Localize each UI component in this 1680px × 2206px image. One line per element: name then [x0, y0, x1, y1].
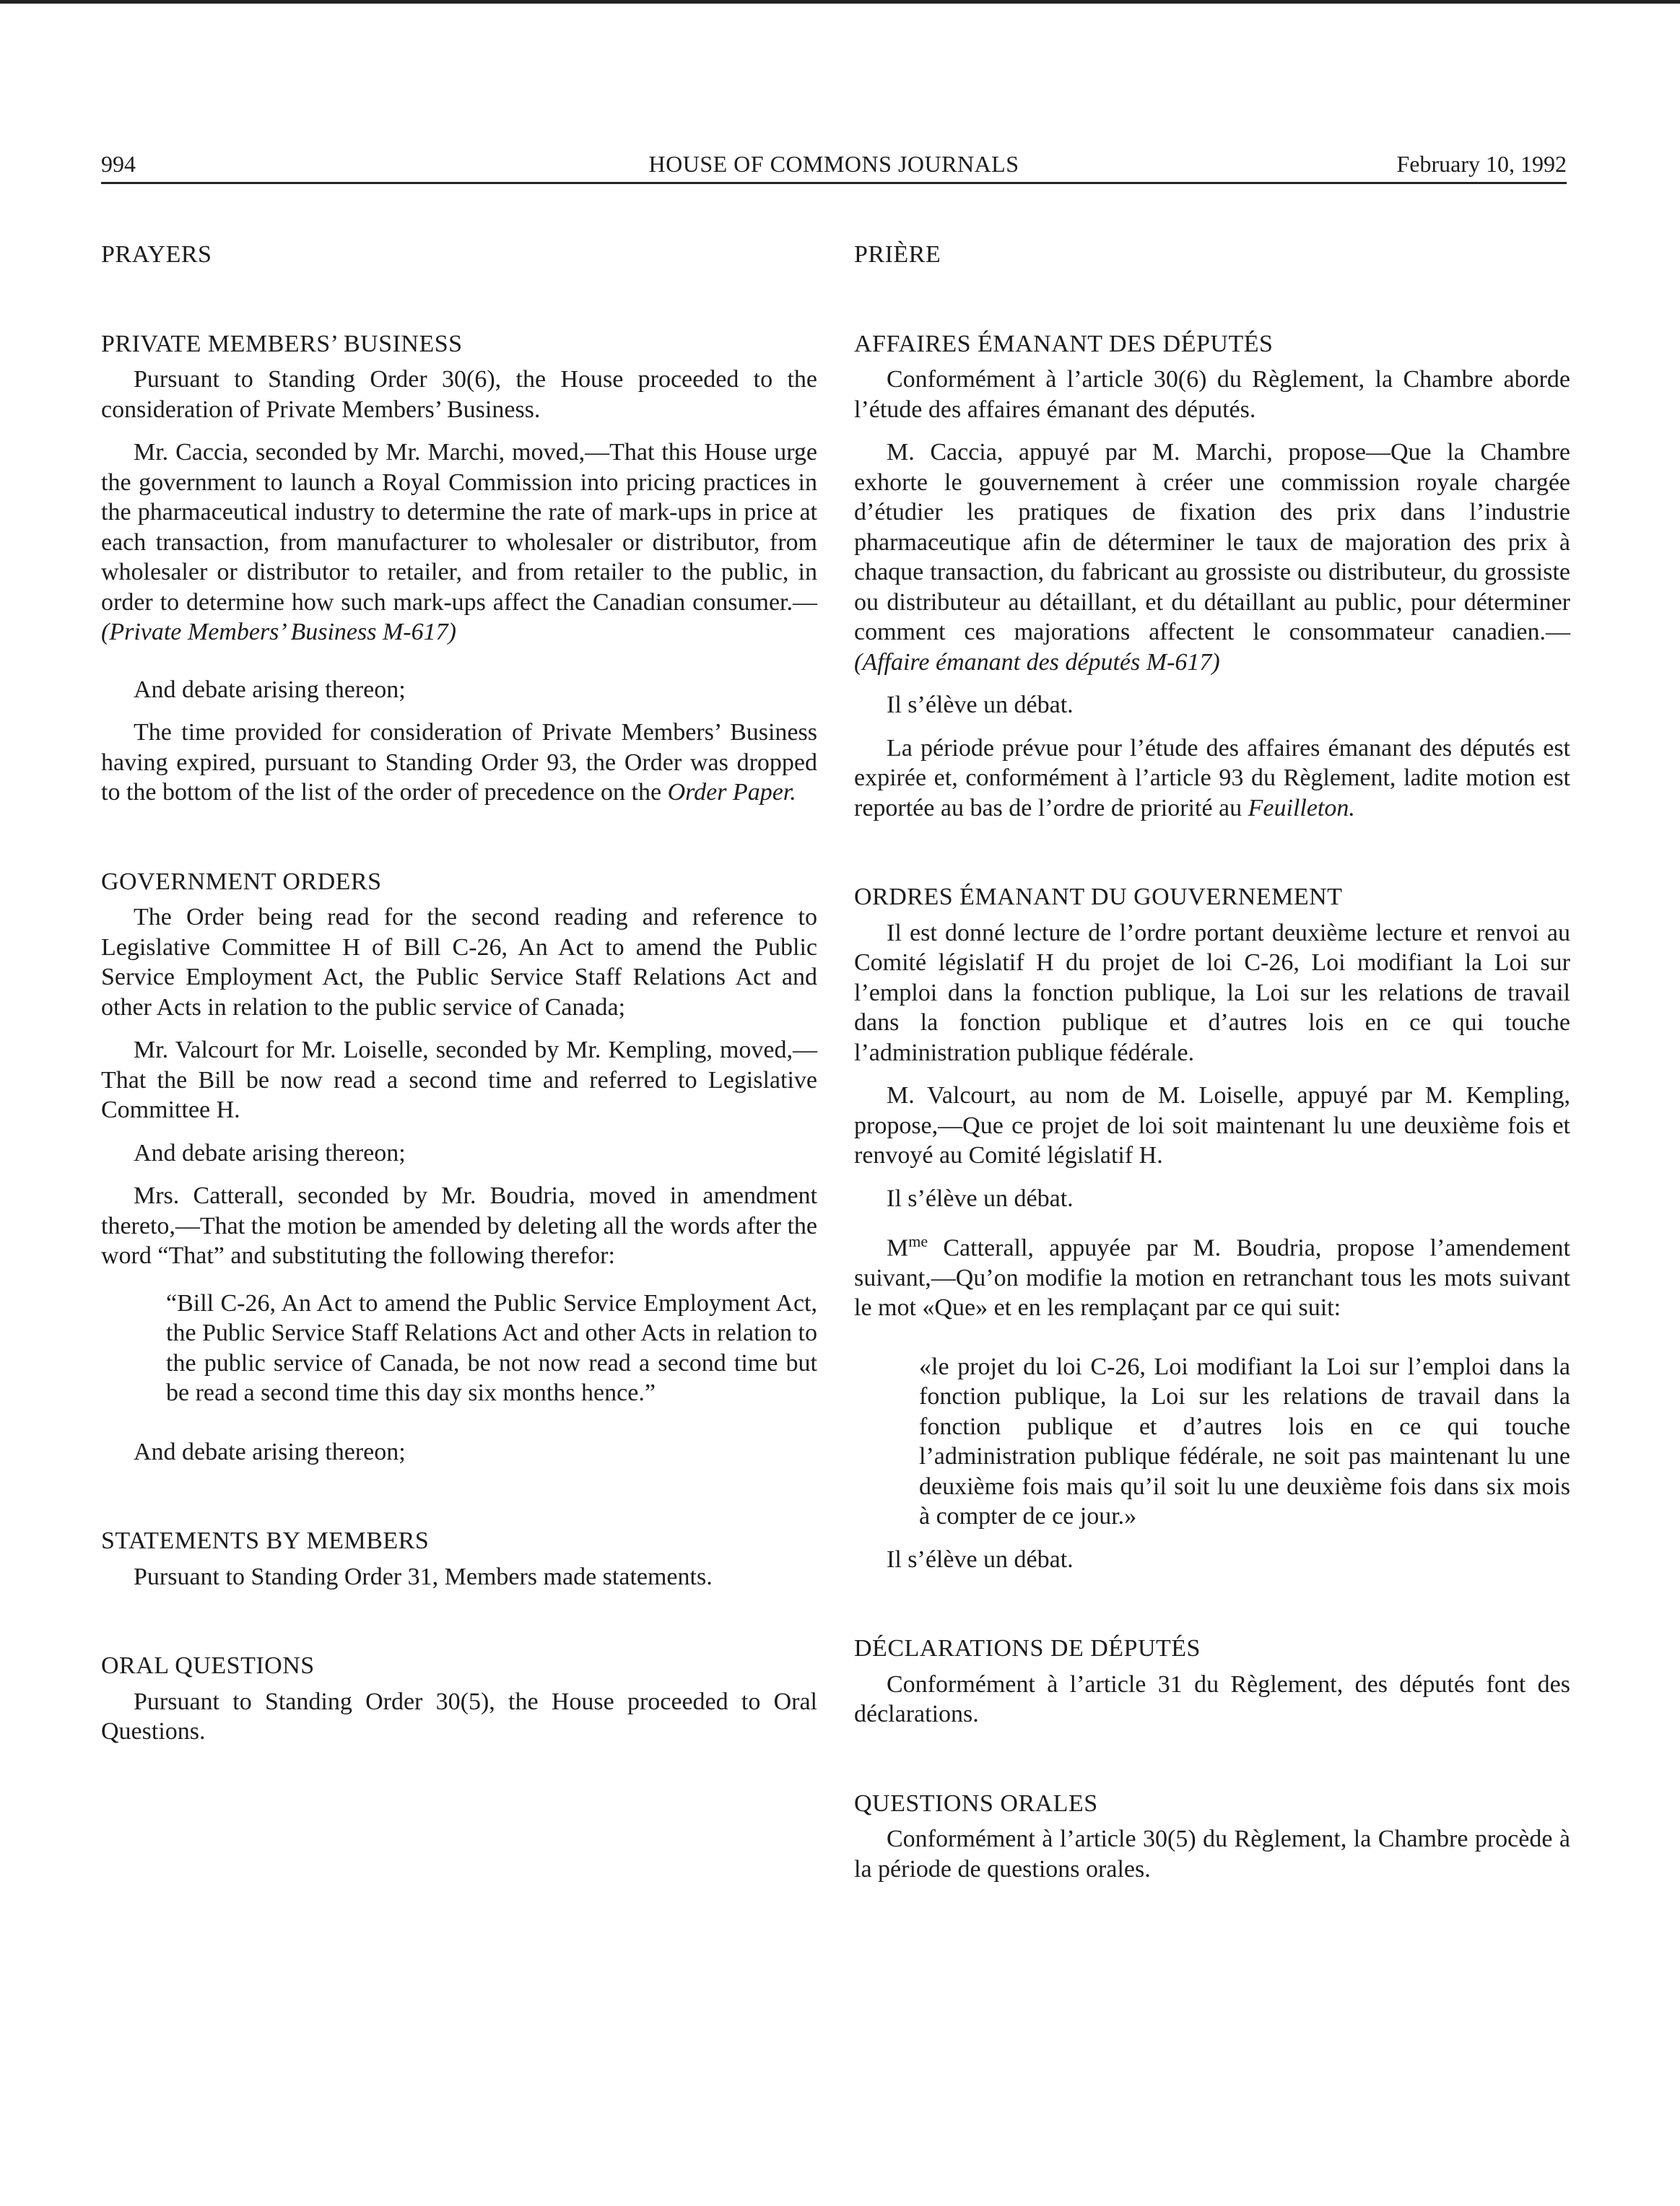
gov-debate-2: And debate arising thereon; — [134, 1438, 406, 1465]
ordres-debat-1: Il s’élève un débat. — [887, 1185, 1074, 1212]
statements-paragraph: Pursuant to Standing Order 31, Members made statements. — [134, 1563, 713, 1590]
page-header — [101, 146, 1567, 184]
affaires-paragraph-1: Conformément à l’article 30(6) du Règlement, la Chambre aborde l’étude des affaires émanant des députés. — [854, 366, 1570, 423]
declarations-paragraph: Conformément à l’article 31 du Règlement, des députés font des déclarations. — [854, 1670, 1570, 1728]
pmb-expiry-text: The time provided for consideration of Private Members’ Business having expired, pursuant to Standing Order 93, the Order was dropped to the bottom of the list of the order of precedence on the — [101, 719, 817, 806]
order-paper-reference: Order Paper. — [667, 779, 796, 806]
prayers-heading: PRAYERS — [101, 241, 212, 268]
gov-orders-heading: GOVERNMENT ORDERS — [101, 868, 382, 895]
ordres-paragraph-1: Il est donné lecture de l’ordre portant deuxième lecture et renvoi au Comité législatif H du projet de loi C-26, Loi modifiant la Loi sur l’emploi dans la fonction publique, la Loi sur les relations de travail dans la fonction publique et d’autres lois en ce qui touche l’administration publique fédérale. — [854, 919, 1570, 1066]
ordres-heading: ORDRES ÉMANANT DU GOUVERNEMENT — [854, 884, 1343, 910]
journal-title: HOUSE OF COMMONS JOURNALS — [648, 151, 1019, 177]
questions-orales-heading: QUESTIONS ORALES — [854, 1789, 1098, 1817]
affaires-paragraph-2 — [854, 437, 1570, 677]
page-date: February 10, 1992 — [1396, 151, 1567, 177]
top-border — [0, 0, 1680, 4]
ordres-paragraph-2: M. Valcourt, au nom de M. Loiselle, appuyé par M. Kempling, propose,—Que ce projet de loi soit maintenant lu une deuxième fois et renvoyé au Comité législatif H. — [854, 1082, 1570, 1169]
ordres-debat-2: Il s’élève un débat. — [887, 1545, 1074, 1573]
title-superscript: me — [908, 1232, 928, 1250]
amendement-citation: «le projet du loi C-26, Loi modifiant la Loi sur l’emploi dans la fonction publique, la Loi sur les relations de travail dans la fonction publique et d’autres lois en ce qui touche l’administration publique fédérale, ne soit pas maintenant lu une deuxième fois mais qu’il soit lu une deuxième fois dans six mois à compter de ce jour.» — [919, 1353, 1570, 1530]
affaires-paragraph-3 — [854, 733, 1570, 824]
english-column — [101, 240, 817, 1747]
ordres-amendment-text: Catterall, appuyée par M. Boudria, propose l’amendement suivant,—Qu’on modifie la motion en retranchant tous les mots suivant le mot «Que» et en les remplaçant par ce qui suit: — [854, 1234, 1570, 1322]
oral-questions-heading: ORAL QUESTIONS — [101, 1652, 315, 1679]
pmb-heading: PRIVATE MEMBERS’ BUSINESS — [101, 330, 463, 357]
gov-paragraph-3: Mrs. Catterall, seconded by Mr. Boudria, moved in amendment thereto,—That the motion be amended by deleting all the words after the word “That” and substituting the following therefor: — [101, 1182, 817, 1269]
oral-questions-paragraph: Pursuant to Standing Order 30(5), the House proceeded to Oral Questions. — [101, 1688, 817, 1745]
pmb-motion-text: Mr. Caccia, seconded by Mr. Marchi, moved,—That this House urge the government to launch a Royal Commission into pricing practices in the pharmaceutical industry to determine the rate of mark-ups in price at each transaction, from manufacturer to wholesaler or distributor, from wholesaler or distributor to retailer, and from retailer to the public, in order to determine how such mark-ups affect the Canadian consumer.— — [101, 439, 817, 616]
priere-heading: PRIÈRE — [854, 241, 941, 268]
affaires-heading: AFFAIRES ÉMANANT DES DÉPUTÉS — [854, 330, 1274, 357]
pmb-paragraph-2 — [101, 437, 817, 648]
pmb-paragraph-3 — [101, 718, 817, 808]
affaires-expiry-text: La période prévue pour l’étude des affaires émanant des députés est expirée et, conformément à l’article 93 du Règlement, ladite motion est reportée au bas de l’ordre de priorité au — [854, 734, 1570, 821]
title-prefix: M — [887, 1234, 909, 1262]
page-number: 994 — [101, 151, 136, 177]
questions-orales-paragraph: Conformément à l’article 30(5) du Règlement, la Chambre procède à la période de questions orales. — [854, 1826, 1570, 1883]
gov-paragraph-1: The Order being read for the second reading and reference to Legislative Committee H of Bill C-26, An Act to amend the Public Service Employment Act, the Public Service Staff Relations Act and other Acts in relation to the public service of Canada; — [101, 904, 817, 1021]
feuilleton-reference: Feuilleton. — [1248, 794, 1355, 821]
french-column — [854, 240, 1570, 1884]
gov-debate-1: And debate arising thereon; — [134, 1139, 406, 1167]
affaires-motion-reference: (Affaire émanant des députés M-617) — [854, 648, 1220, 676]
gov-paragraph-2: Mr. Valcourt for Mr. Loiselle, seconded by Mr. Kempling, moved,—That the Bill be now read a second time and referred to Legislative Committee H. — [101, 1037, 817, 1123]
declarations-heading: DÉCLARATIONS DE DÉPUTÉS — [854, 1635, 1201, 1662]
affaires-debat: Il s’élève un débat. — [887, 692, 1074, 718]
pmb-paragraph-1: Pursuant to Standing Order 30(6), the House proceeded to the consideration of Private Members’ Business. — [101, 366, 817, 423]
pmb-debate: And debate arising thereon; — [134, 676, 406, 703]
affaires-motion-text: M. Caccia, appuyé par M. Marchi, propose—Que la Chambre exhorte le gouvernement à créer une commission royale chargée d’étudier les pratiques de fixation des prix dans l’industrie pharmaceutique afin de déterminer le taux de majoration des prix à chaque transaction, du fabricant au grossiste ou distributeur, du grossiste ou distributeur au détaillant, et du détaillant au public, pour déterminer comment ces majorations affectent le consommateur canadien.— — [854, 439, 1570, 645]
pmb-motion-reference: (Private Members’ Business M-617) — [101, 619, 456, 645]
amendment-quote: “Bill C-26, An Act to amend the Public Service Employment Act, the Public Service Staff Relations Act and other Acts in relation to the public service of Canada, be not now read a second time but be read a second time this day six months hence.” — [166, 1289, 817, 1406]
ordres-paragraph-3 — [854, 1226, 1570, 1323]
statements-heading: STATEMENTS BY MEMBERS — [101, 1527, 430, 1554]
